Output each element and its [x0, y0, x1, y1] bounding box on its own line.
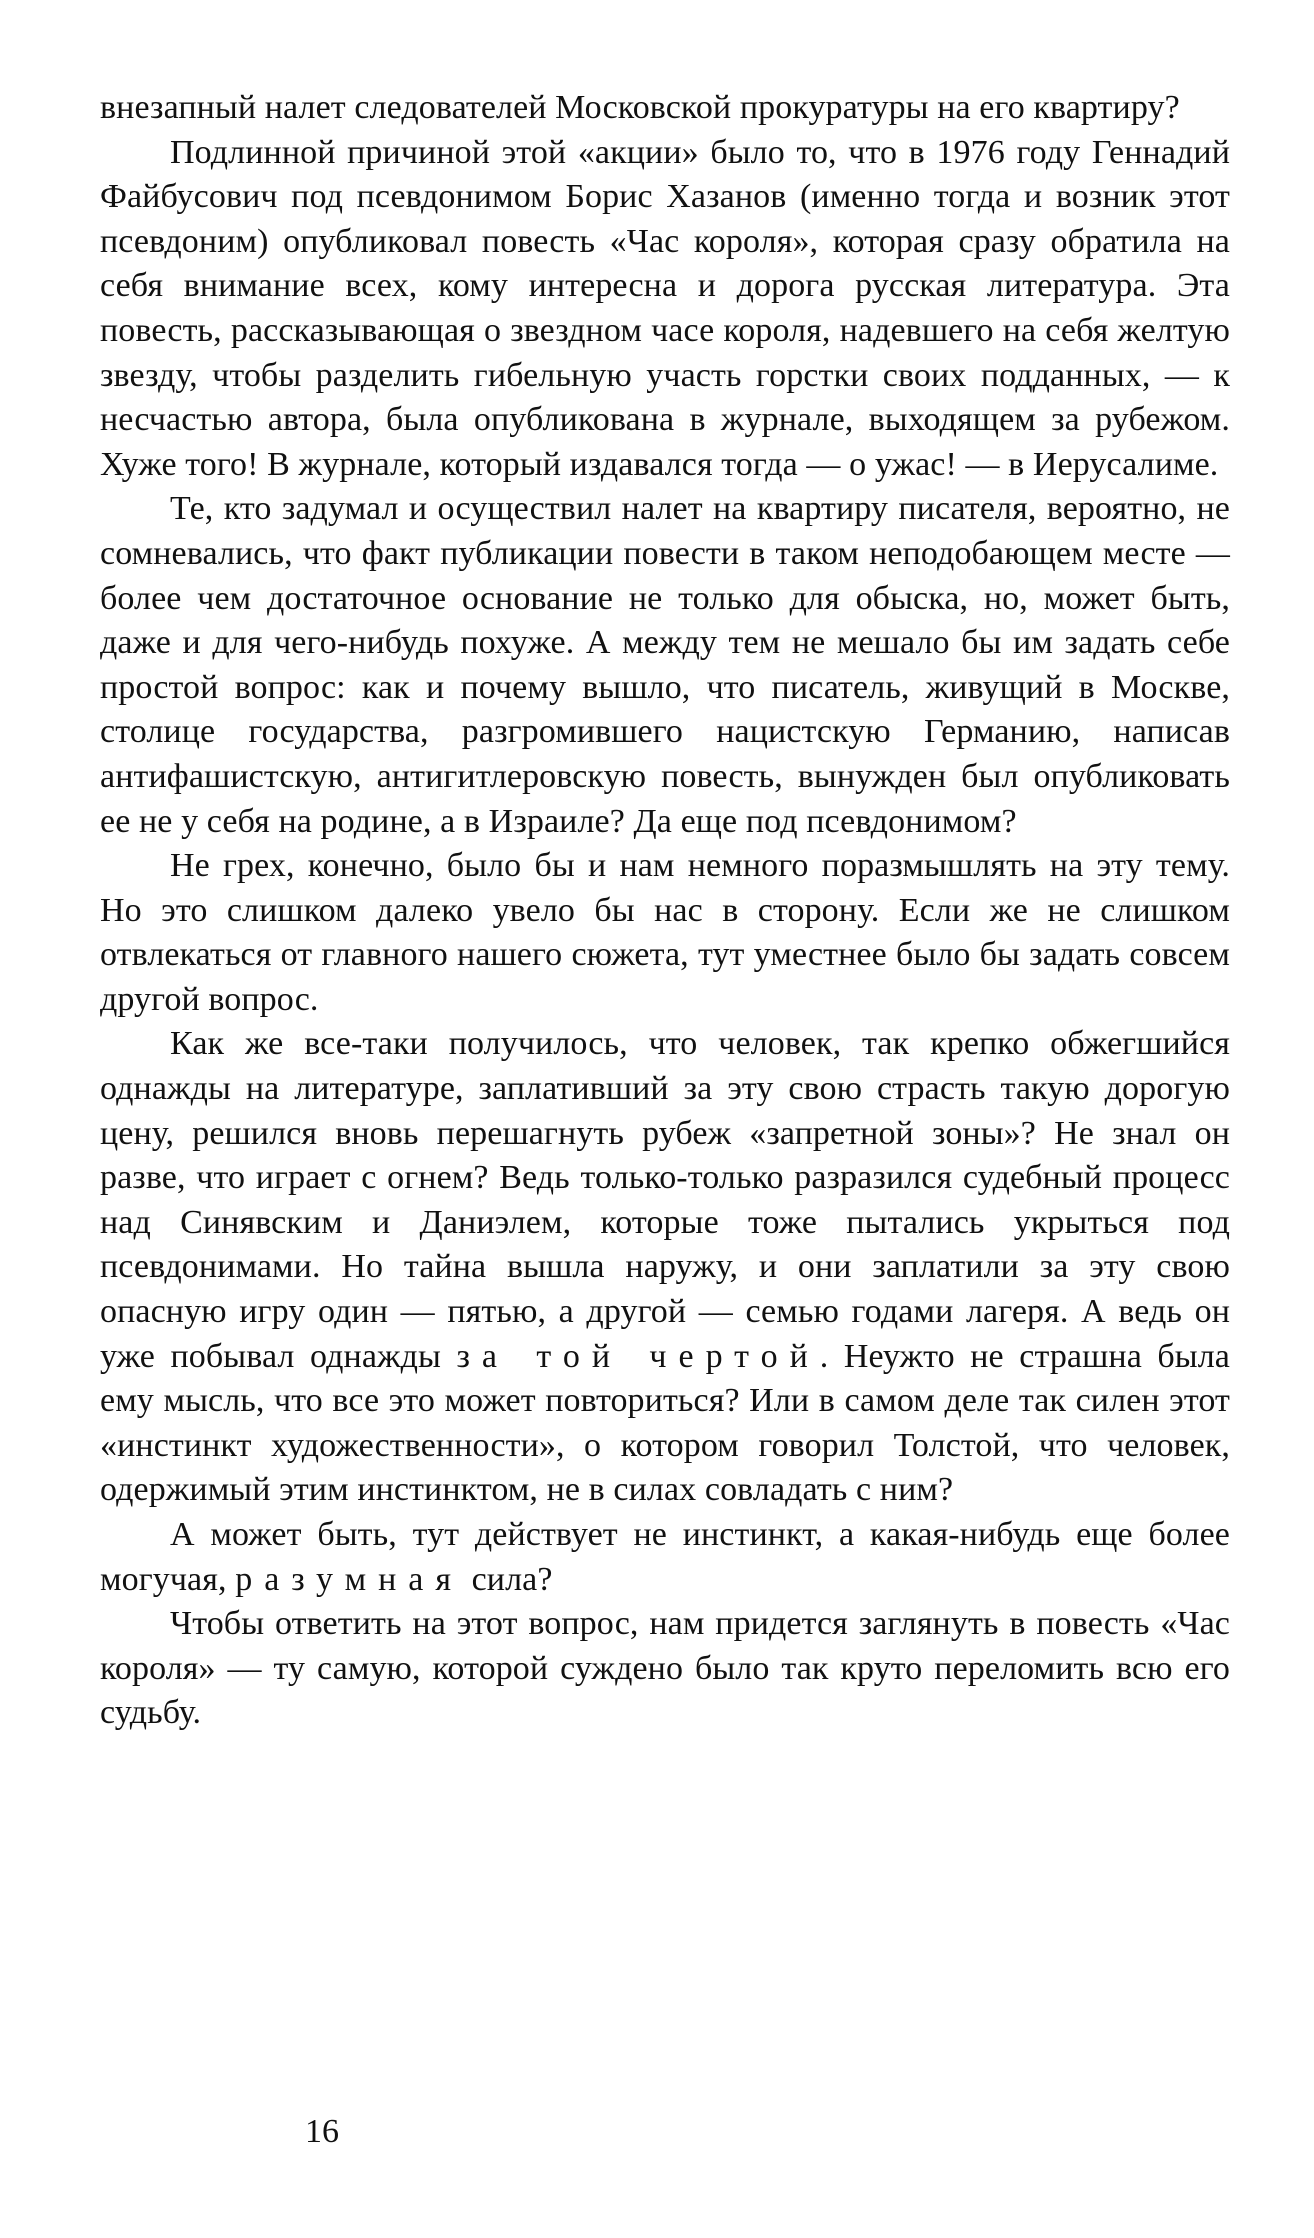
paragraph-3: Те, кто задумал и осуществил налет на квартиру писателя, вероятно, не сомневались, что факт публикации повести в таком неподобающем месте — более чем достаточное основание не только для обыска, но, может быть, даже и для чего-нибудь похуже. А между тем не мешало бы им задать себе простой вопрос: как и почему вышло, что писатель, живущий в Москве, столице государства, разгромившего нацистскую Германию, написав антифашистскую, антигитлеровскую повесть, вынужден был опубликовать ее не у себя на родине, а в Израиле? Да еще под псевдонимом?	[100, 490, 1230, 840]
page-number: 16	[305, 2113, 339, 2150]
paragraph-5-text-b: . Неужто не страшна была ему мысль, что все это может повториться? Или в самом деле так силен этот «инстинкт художественности», о котором говорил Толстой, что человек, одержимый этим инстинктом, не в силах совладать с ним?	[100, 1337, 1230, 1509]
paragraph-6-text-a: А может быть, тут действует не инстинкт, а какая-нибудь еще более могучая,	[100, 1516, 1230, 1598]
paragraph-5-spaced-emphasis: за той чертой	[456, 1337, 820, 1375]
paragraph-6-text-b: сила?	[463, 1560, 553, 1598]
paragraph-2: Подлинной причиной этой «акции» было то, что в 1976 году Геннадий Файбусович под псевдонимом Борис Хазанов (именно тогда и возник этот псевдоним) опубликовал повесть «Час короля», которая сразу обратила на себя внимание всех, кому интересна и дорога русская литература. Эта повесть, рассказывающая о звездном часе короля, надевшего на себя желтую звезду, чтобы разделить гибельную участь горстки своих подданных, — к несчастью автора, была опубликована в журнале, выходящем за рубежом. Хуже того! В журнале, который издавался тогда — о ужас! — в Иерусалиме.	[100, 133, 1230, 483]
paragraph-5-text-a: Как же все-таки получилось, что человек, так крепко обжегшийся однажды на литературе, заплативший за эту свою страсть такую дорогую цену, решился вновь перешагнуть рубеж «запретной зоны»? Не знал он разве, что играет с огнем? Ведь только-только разразился судебный процесс над Синявским и Даниэлем, которые тоже пытались укрыться под псевдонимами. Но тайна вышла наружу, и они заплатили за эту свою опасную игру один — пятью, а другой — семью годами лагеря. А ведь он уже побывал однажды	[100, 1025, 1230, 1375]
paragraph-1: внезапный налет следователей Московской прокуратуры на его квартиру?	[100, 89, 1180, 126]
paragraph-5	[100, 1022, 1230, 1513]
body-text	[100, 86, 1230, 1736]
paragraph-6	[100, 1513, 1230, 1602]
paragraph-7: Чтобы ответить на этот вопрос, нам придется заглянуть в повесть «Час короля» — ту самую, которой суждено было так круто переломить всю его судьбу.	[100, 1605, 1230, 1732]
paragraph-4: Не грех, конечно, было бы и нам немного поразмышлять на эту тему. Но это слишком далеко увело бы нас в сторону. Если же не слишком отвлекаться от главного нашего сюжета, тут уместнее было бы задать совсем другой вопрос.	[100, 847, 1230, 1018]
paragraph-6-spaced-emphasis: разумная	[235, 1560, 464, 1598]
